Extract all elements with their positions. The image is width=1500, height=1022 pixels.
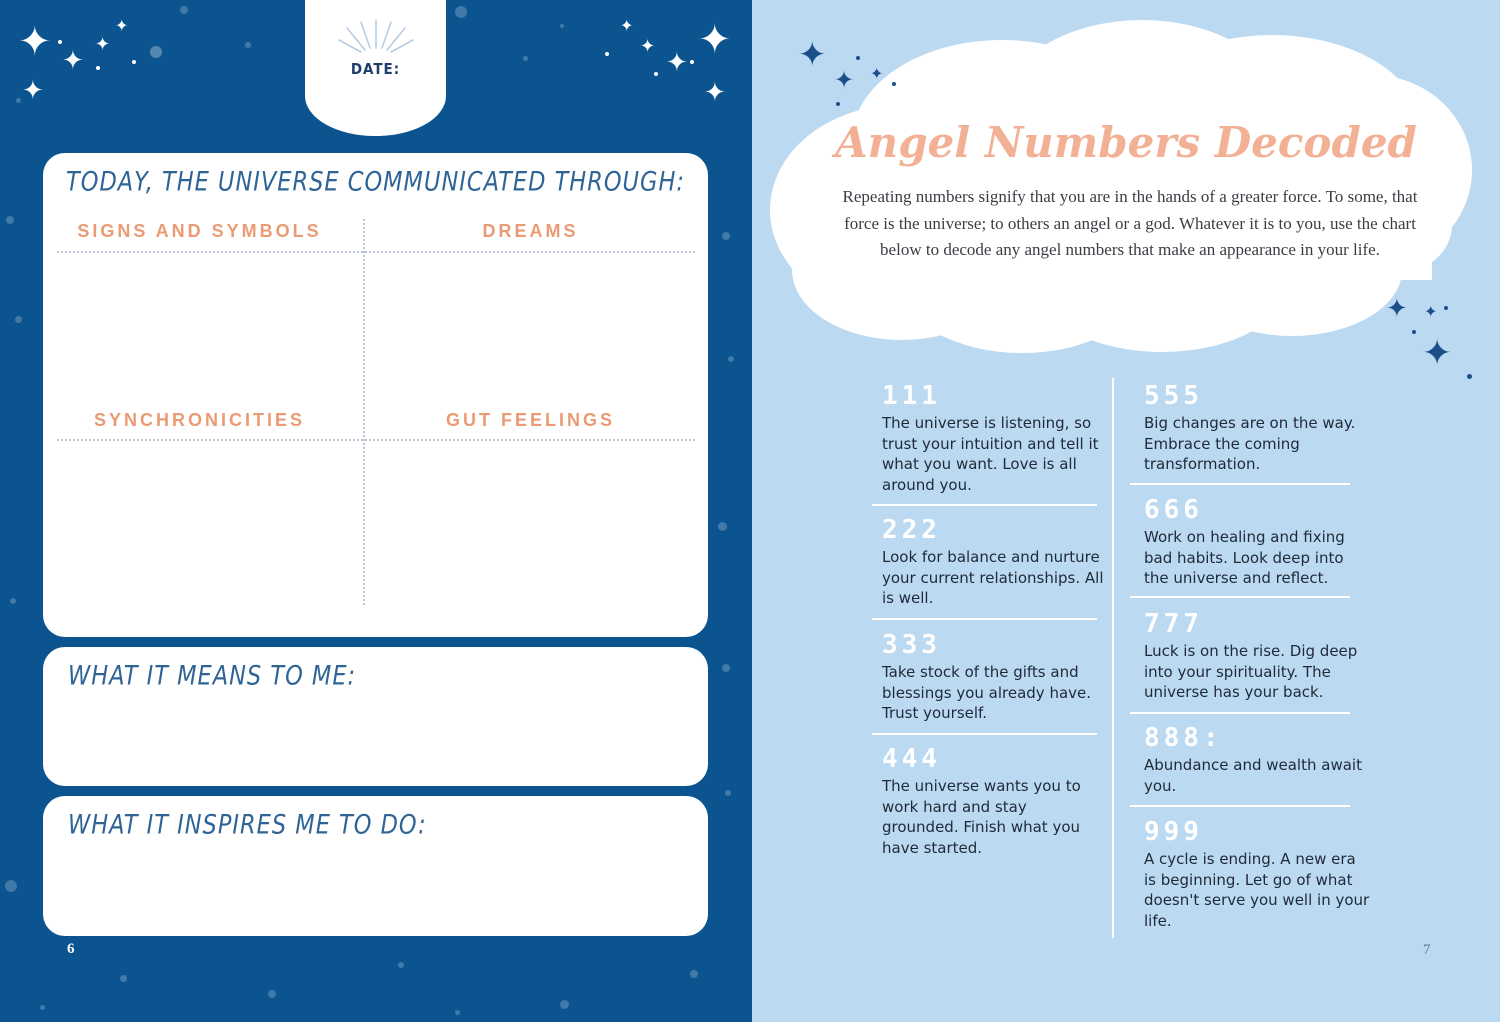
star-dot: [10, 598, 16, 604]
sparkle-icon: ✦: [834, 66, 855, 94]
star-dot: [132, 60, 136, 64]
angel-number: 777: [1144, 609, 1203, 639]
star-dot: [1444, 306, 1448, 310]
entry-separator: [1130, 483, 1350, 485]
angel-number: 444: [882, 744, 941, 774]
star-dot: [690, 970, 698, 978]
angel-number-entry: [1144, 723, 1370, 796]
sparkle-icon: ✦: [1422, 333, 1453, 374]
sparkle-icon: ✦: [704, 78, 726, 108]
divider-line: [57, 251, 695, 253]
signs-and-symbols-label: SIGNS AND SYMBOLS: [77, 221, 322, 241]
sparkle-icon: ✦: [115, 16, 129, 35]
star-dot: [150, 46, 162, 58]
star-dot: [455, 6, 467, 18]
sparkle-icon: ✦: [798, 35, 827, 75]
column-divider: [1112, 378, 1114, 938]
angel-number-meaning: Take stock of the gifts and blessings you already have. Trust yourself.: [882, 663, 1092, 722]
star-dot: [16, 98, 21, 103]
star-dot: [725, 790, 731, 796]
star-dot: [892, 82, 896, 86]
star-dot: [40, 1005, 45, 1010]
entry-separator: [872, 618, 1097, 620]
angel-number: 666: [1144, 495, 1203, 525]
star-dot: [523, 56, 528, 61]
entry-separator: [872, 733, 1097, 735]
entry-separator: [1130, 712, 1350, 714]
sparkle-icon: ✦: [95, 34, 111, 55]
dreams-label: DREAMS: [482, 221, 579, 241]
star-dot: [58, 40, 62, 44]
angel-number: 888:: [1144, 723, 1223, 753]
star-dot: [836, 102, 840, 106]
star-dot: [398, 962, 404, 968]
angel-number-meaning: The universe is listening, so trust your intuition and tell it what you want. Love is all around you.: [882, 414, 1099, 494]
intro-paragraph: Repeating numbers signify that you are in the hands of a greater force. To some, that force is the universe; to others an angel or a god. Whatever it is to you, use the chart below to decode any angel numbers that make an appearance in your life.: [842, 187, 1418, 259]
communication-card: [43, 153, 708, 637]
star-dot: [5, 880, 17, 892]
sparkle-icon: ✦: [1386, 294, 1408, 324]
angel-number-meaning: Abundance and wealth await you.: [1144, 756, 1362, 795]
divider-line: [363, 219, 365, 605]
angel-number-entry: [882, 515, 1108, 609]
means-to-me-card[interactable]: [43, 647, 708, 786]
sunburst-icon: [335, 14, 417, 54]
sparkle-icon: ✦: [22, 76, 44, 106]
star-dot: [718, 522, 727, 531]
star-dot: [180, 6, 188, 14]
page-title: Angel Numbers Decoded: [835, 118, 1417, 167]
sparkle-icon: ✦: [666, 48, 688, 78]
star-dot: [15, 316, 22, 323]
angel-number-entry: [1144, 817, 1370, 931]
angel-number: 111: [882, 381, 941, 411]
synchronicities-label: SYNCHRONICITIES: [93, 410, 306, 430]
inspires-me-card[interactable]: [43, 796, 708, 936]
star-dot: [6, 216, 14, 224]
right-page: [752, 0, 1500, 1022]
sparkle-icon: ✦: [18, 19, 52, 65]
sparkle-icon: ✦: [640, 36, 656, 57]
entry-separator: [1130, 596, 1350, 598]
star-dot: [722, 232, 730, 240]
main-heading: TODAY, THE UNIVERSE COMMUNICATED THROUGH:: [66, 166, 685, 197]
star-dot: [1412, 330, 1416, 334]
star-dot: [268, 990, 276, 998]
star-dot: [722, 664, 730, 672]
angel-number-meaning: Big changes are on the way. Embrace the coming transformation.: [1144, 414, 1356, 473]
star-dot: [560, 1000, 569, 1009]
star-dot: [245, 42, 251, 48]
sparkle-icon: ✦: [620, 16, 634, 35]
angel-number: 999: [1144, 817, 1203, 847]
page-number-right: 7: [1423, 942, 1431, 958]
angel-number-entry: [1144, 609, 1370, 703]
angel-number-entry: [882, 630, 1108, 724]
star-dot: [455, 1010, 460, 1015]
angel-number-meaning: Work on healing and fixing bad habits. Look deep into the universe and reflect.: [1144, 528, 1345, 587]
angel-number-meaning: Luck is on the rise. Dig deep into your spirituality. The universe has your back.: [1144, 642, 1358, 701]
angel-number-meaning: Look for balance and nurture your current relationships. All is well.: [882, 548, 1104, 607]
star-dot: [120, 975, 127, 982]
sparkle-icon: ✦: [698, 17, 732, 63]
angel-number: 222: [882, 515, 941, 545]
entry-separator: [1130, 805, 1350, 807]
star-dot: [605, 52, 609, 56]
star-dot: [690, 60, 694, 64]
angel-number: 333: [882, 630, 941, 660]
angel-number-meaning: The universe wants you to work hard and stay grounded. Finish what you have started.: [882, 777, 1081, 857]
divider-line: [57, 439, 695, 441]
inspires-me-heading: WHAT IT INSPIRES ME TO DO:: [68, 809, 427, 840]
sparkle-icon: ✦: [1424, 302, 1438, 321]
star-dot: [1467, 374, 1472, 379]
entry-separator: [872, 504, 1097, 506]
gut-feelings-label: GUT FEELINGS: [445, 410, 615, 430]
date-tab: [305, 0, 446, 136]
angel-number-meaning: A cycle is ending. A new era is beginning. Let go of what doesn't serve you well in your life.: [1144, 850, 1370, 930]
sparkle-icon: ✦: [870, 64, 884, 83]
star-dot: [560, 24, 564, 28]
date-label: DATE:: [350, 60, 401, 78]
angel-number-entry: [1144, 495, 1370, 589]
angel-number-entry: [1144, 381, 1370, 475]
star-dot: [856, 56, 860, 60]
page-number-left: 6: [67, 941, 75, 957]
sparkle-icon: ✦: [62, 46, 84, 76]
angel-number-entry: [882, 744, 1108, 858]
means-to-me-heading: WHAT IT MEANS TO ME:: [68, 660, 357, 691]
star-dot: [96, 66, 100, 70]
star-dot: [728, 356, 734, 362]
angel-number-entry: [882, 381, 1108, 495]
star-dot: [654, 72, 658, 76]
angel-number: 555: [1144, 381, 1203, 411]
